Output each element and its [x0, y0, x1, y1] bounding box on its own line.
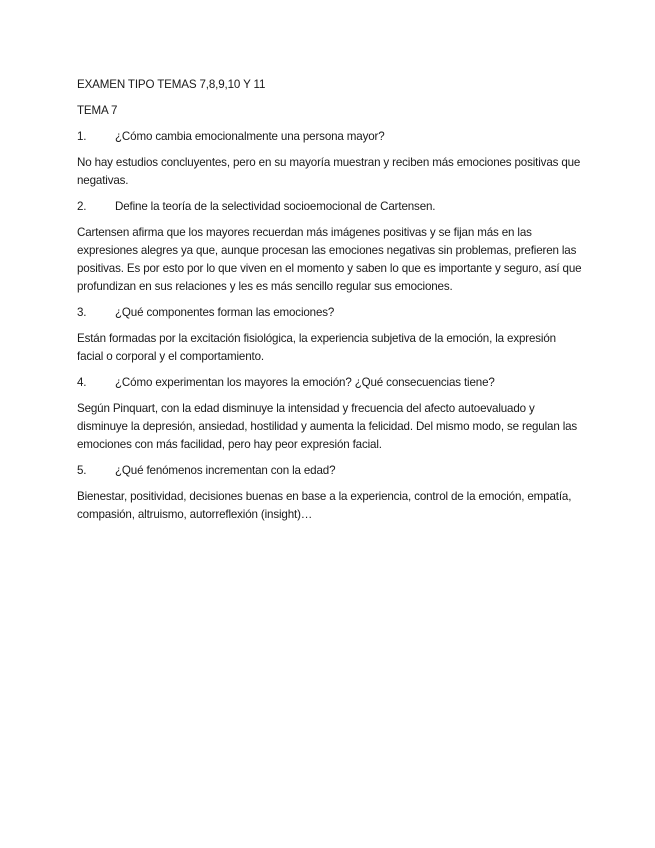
answer-3: Están formadas por la excitación fisiológica, la experiencia subjetiva de la emoción, la expresión facial o corporal y el comportamiento.	[77, 332, 556, 363]
question-text: ¿Qué fenómenos incrementan con la edad?	[115, 464, 336, 477]
document-title: EXAMEN TIPO TEMAS 7,8,9,10 Y 11	[77, 78, 266, 91]
question-text: ¿Cómo cambia emocionalmente una persona mayor?	[115, 130, 385, 143]
question-2	[77, 198, 582, 216]
question-number: 3.	[77, 306, 87, 319]
question-4	[77, 374, 582, 392]
answer-4: Según Pinquart, con la edad disminuye la intensidad y frecuencia del afecto autoevaluado y disminuye la depresión, ansiedad, hostilidad y aumenta la felicidad. Del mismo modo, se regulan las emociones con más facilidad, pero hay peor expresión facial.	[77, 402, 578, 451]
document-body	[77, 76, 582, 532]
answer-5: Bienestar, positividad, decisiones buenas en base a la experiencia, control de la emoción, empatía, compasión, altruismo, autorreflexión (insight)…	[77, 490, 572, 521]
answer-1: No hay estudios concluyentes, pero en su mayoría muestran y reciben más emociones positivas que negativas.	[77, 156, 581, 187]
answer-2: Cartensen afirma que los mayores recuerdan más imágenes positivas y se fijan más en las expresiones alegres ya que, aunque procesan las emociones negativas sin problemas, prefieren las positivas. Es por esto por lo que viven en el momento y saben lo que es importante y seguro, así que profundizan en sus relaciones y les es más sencillo regular sus emociones.	[77, 226, 582, 293]
question-number: 2.	[77, 200, 87, 213]
question-3	[77, 304, 582, 322]
question-5	[77, 462, 582, 480]
question-text: ¿Cómo experimentan los mayores la emoción? ¿Qué consecuencias tiene?	[115, 376, 495, 389]
question-number: 5.	[77, 464, 87, 477]
section-heading: TEMA 7	[77, 104, 118, 117]
question-number: 1.	[77, 130, 87, 143]
question-text: ¿Qué componentes forman las emociones?	[115, 306, 335, 319]
question-1	[77, 128, 582, 146]
question-text: Define la teoría de la selectividad socioemocional de Cartensen.	[115, 200, 436, 213]
question-number: 4.	[77, 376, 87, 389]
